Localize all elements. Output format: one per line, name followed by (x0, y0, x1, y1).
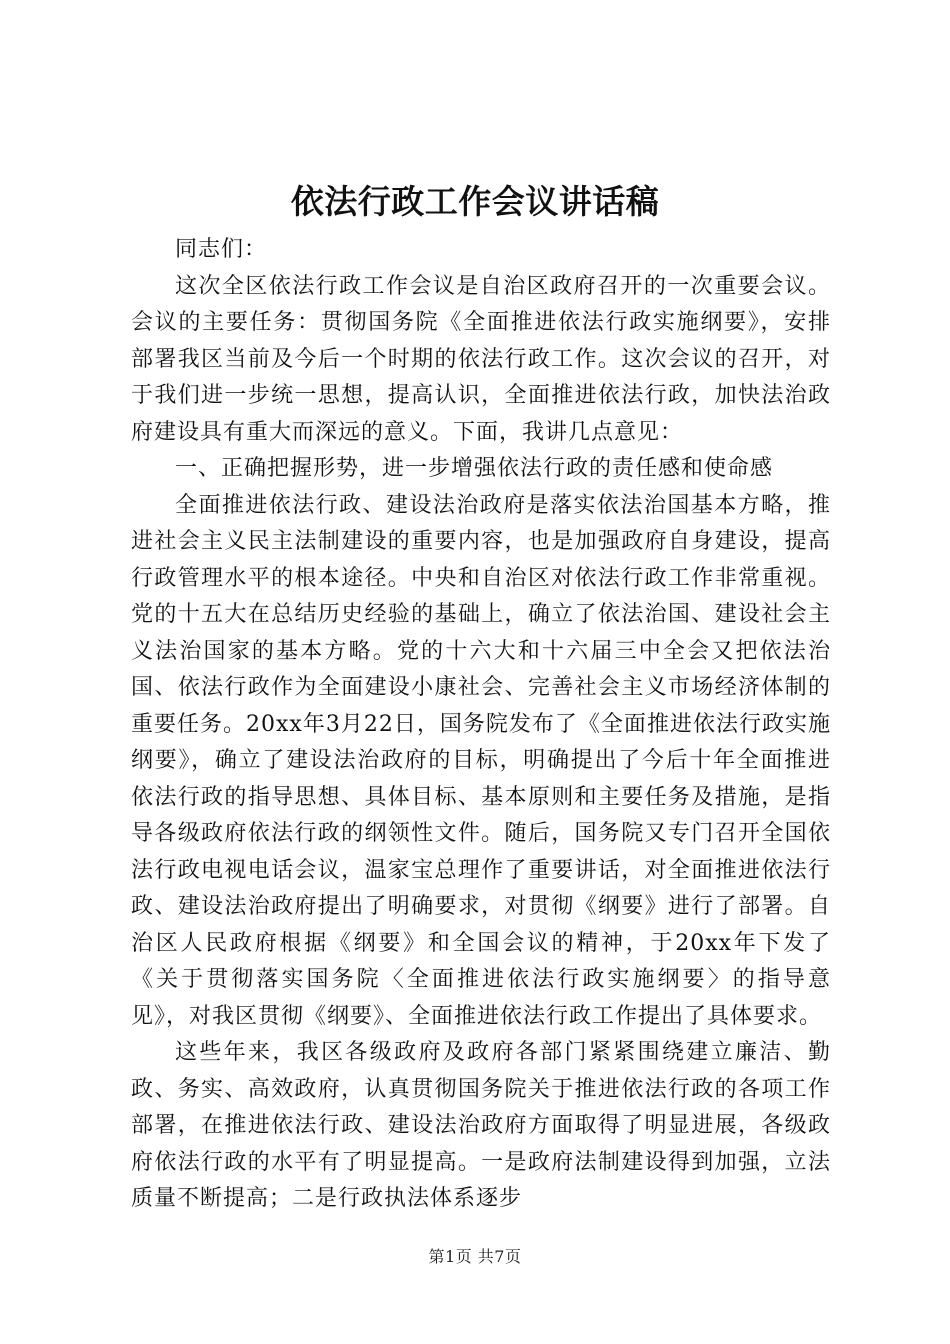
page-number: 第1页 (428, 1247, 473, 1266)
page-total: 共7页 (477, 1247, 522, 1266)
document-body (131, 232, 831, 1218)
intro-paragraph: 这次全区依法行政工作会议是自治区政府召开的一次重要会议。会议的主要任务：贯彻国务院《全面推进依法行政实施纲要》，安排部署我区当前及今后一个时期的依法行政工作。这次会议的召开，对于我们进一步统一思想，提高认识，全面推进依法行政，加快法治政府建设具有重大而深远的意义。下面，我讲几点意见： (131, 273, 831, 445)
salutation-paragraph: 同志们： (175, 237, 268, 262)
document-title: 依法行政工作会议讲话稿 (290, 182, 660, 221)
page-footer (0, 1244, 950, 1267)
body-paragraph: 这些年来，我区各级政府及政府各部门紧紧围绕建立廉洁、勤政、务实、高效政府，认真贯彻国务院关于推进依法行政的各项工作部署，在推进依法行政、建设法治政府方面取得了明显进展，各级政府依法行政的水平有了明显提高。一是政府法制建设得到加强，立法质量不断提高；二是行政执法体系逐步 (131, 1040, 831, 1211)
section-heading-1: 一、正确把握形势，进一步增强依法行政的责任感和使命感 (175, 456, 774, 481)
body-paragraph: 全面推进依法行政、建设法治政府是落实依法治国基本方略，推进社会主义民主法制建设的重要内容，也是加强政府自身建设，提高行政管理水平的根本途径。中央和自治区对依法行政工作非常重视。党的十五大在总结历史经验的基础上，确立了依法治国、建设社会主义法治国家的基本方略。党的十六大和十六届三中全会又把依法治国、依法行政作为全面建设小康社会、完善社会主义市场经济体制的重要任务。20xx年3月22日，国务院发布了《全面推进依法行政实施纲要》，确立了建设法治政府的目标，明确提出了今后十年全面推进依法行政的指导思想、具体目标、基本原则和主要任务及措施，是指导各级政府依法行政的纲领性文件。随后，国务院又专门召开全国依法行政电视电话会议，温家宝总理作了重要讲话，对全面推进依法行政、建设法治政府提出了明确要求，对贯彻《纲要》进行了部署。自治区人民政府根据《纲要》和全国会议的精神，于20xx年下发了《关于贯彻落实国务院〈全面推进依法行政实施纲要〉的指导意见》，对我区贯彻《纲要》、全面推进依法行政工作提出了具体要求。 (131, 492, 831, 1029)
